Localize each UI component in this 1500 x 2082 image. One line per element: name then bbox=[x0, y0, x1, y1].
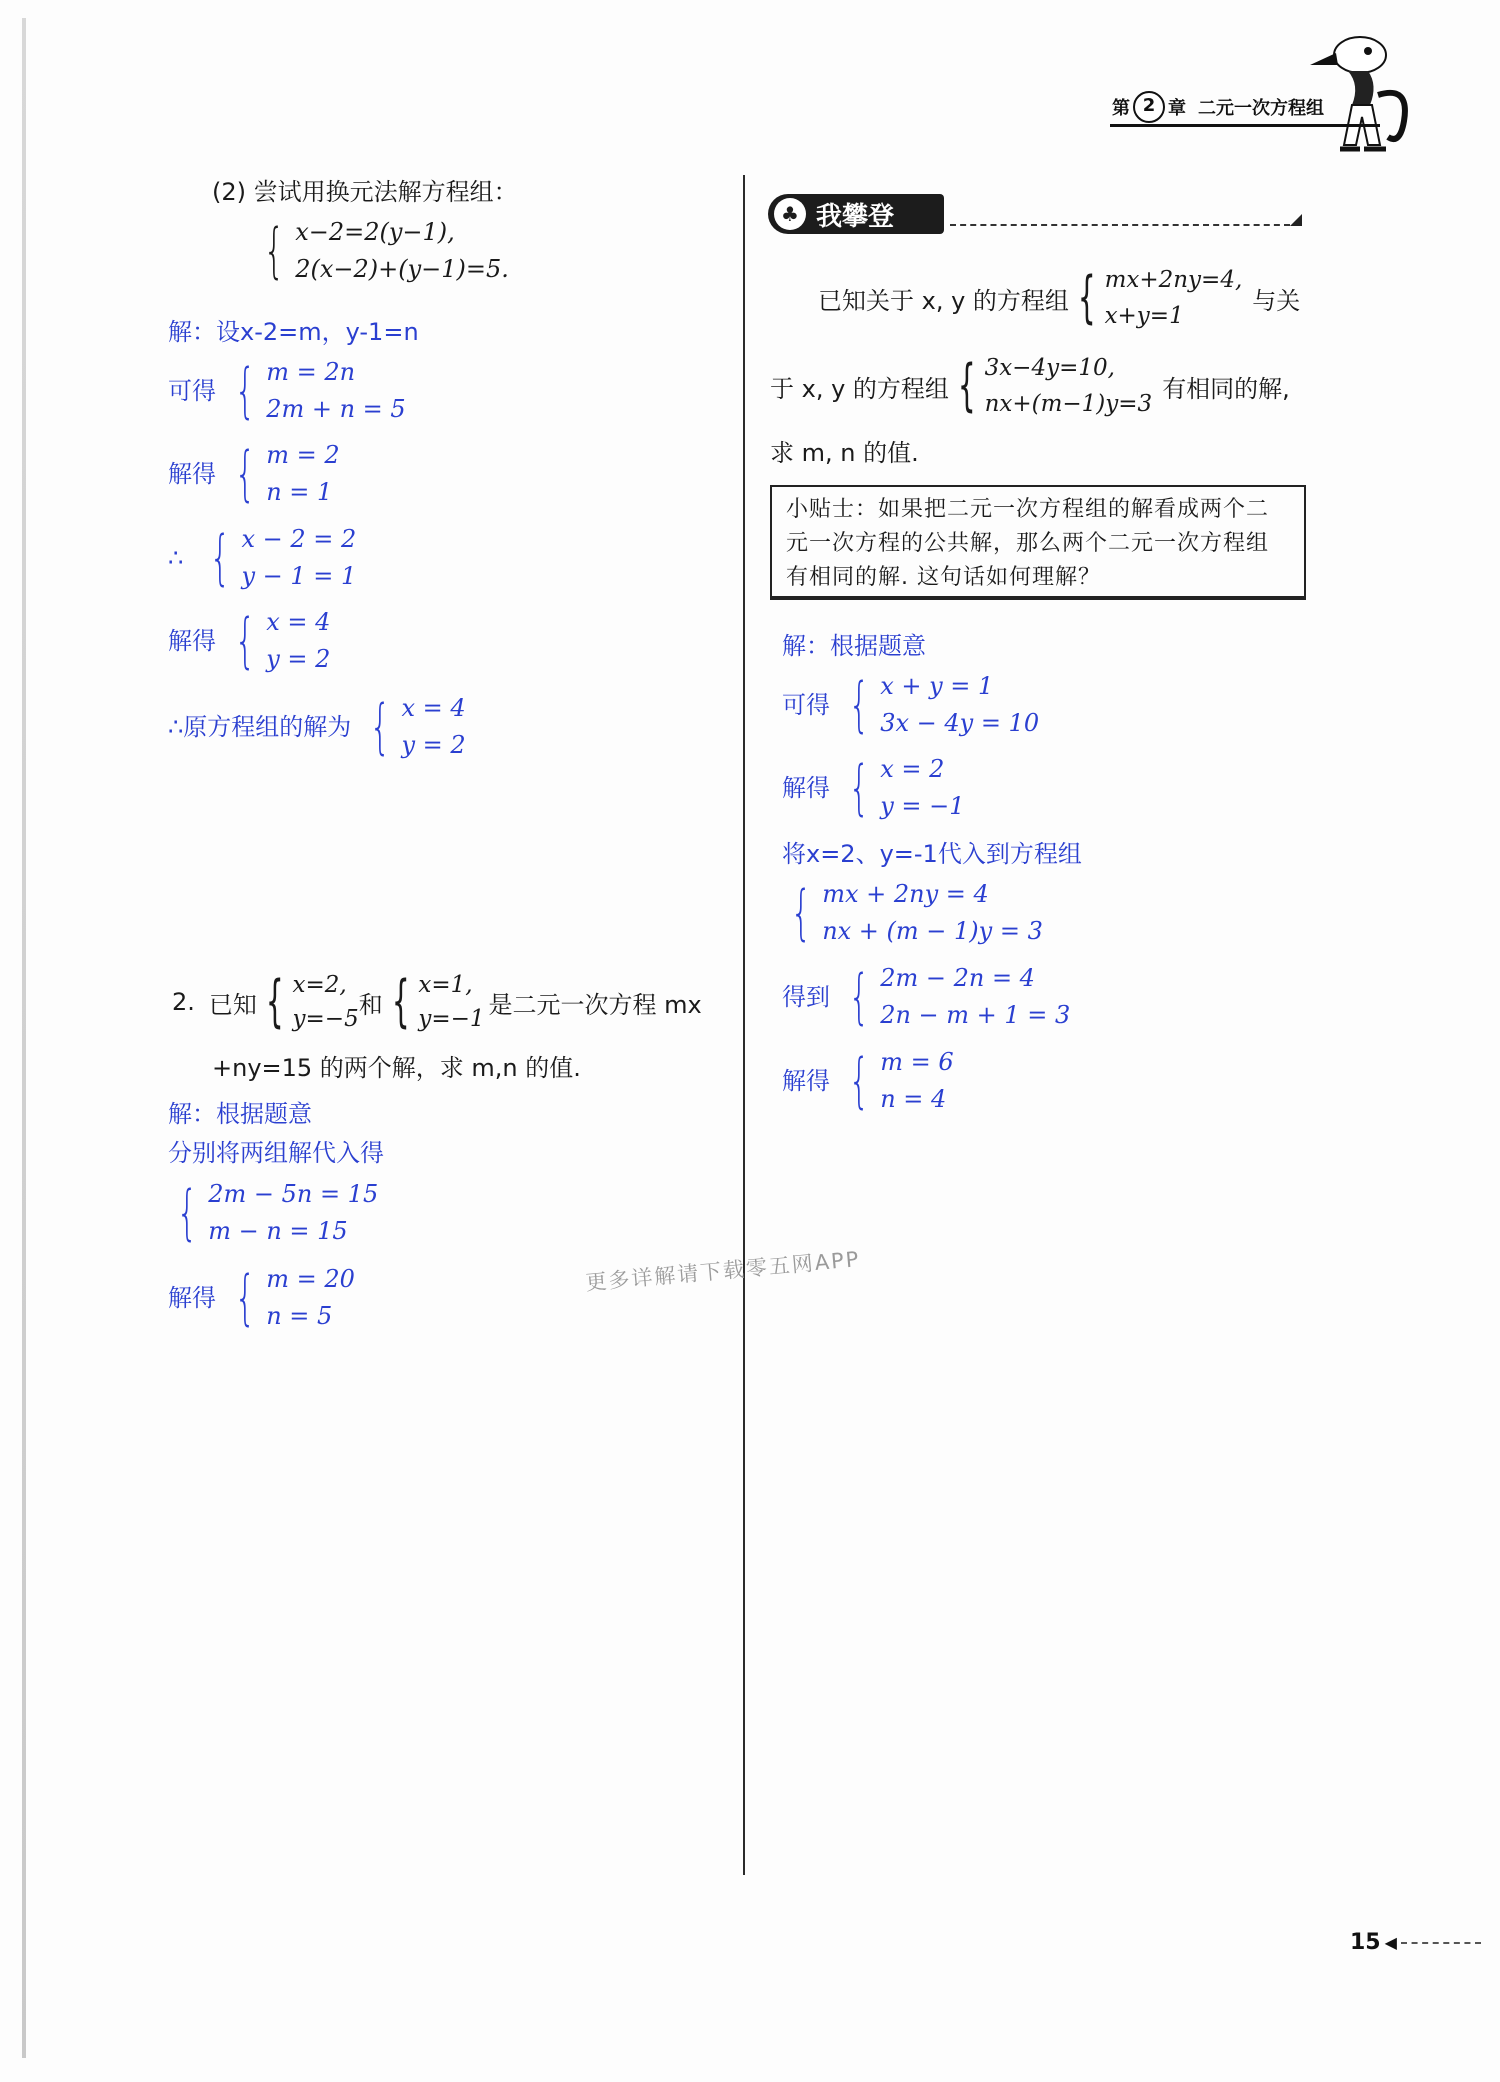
chapter-header bbox=[1112, 93, 1324, 121]
climb-section-badge bbox=[768, 194, 944, 234]
q3-text-e: 求 m, n 的值. bbox=[770, 439, 919, 467]
q2-line2: +ny=15 的两个解，求 m,n 的值. bbox=[212, 1054, 581, 1082]
q2-text-b: 和 bbox=[358, 990, 383, 1019]
step-label: 得到 bbox=[782, 983, 830, 1011]
q2-sys-a bbox=[293, 968, 359, 1036]
brace: { bbox=[848, 1046, 870, 1116]
q1-eq-1: x−2=2(y−1), bbox=[295, 218, 455, 246]
brace: { bbox=[263, 216, 285, 286]
step-label: 解得 bbox=[168, 627, 216, 655]
chapter-prefix: 第 bbox=[1112, 98, 1130, 119]
brace: { bbox=[234, 1263, 256, 1333]
q3-text-d: 有相同的解, bbox=[1162, 374, 1290, 403]
brace: { bbox=[790, 878, 812, 948]
sol3-step3-eq1: mx + 2ny = 4 bbox=[822, 880, 989, 908]
q3-text-b: 与关 bbox=[1252, 286, 1301, 315]
sol3-step5-eq2: n = 4 bbox=[880, 1085, 947, 1113]
brace: { bbox=[234, 356, 256, 426]
sol3-step2-eq2: y = −1 bbox=[880, 792, 965, 820]
sol3-line1: 解：根据题意 bbox=[782, 632, 926, 660]
q2-sys-a-eq2: y=−5 bbox=[292, 1006, 359, 1032]
q2-text-a: 已知 bbox=[208, 990, 257, 1019]
q2-statement bbox=[172, 968, 702, 1036]
sol3-step2-eq1: x = 2 bbox=[880, 755, 945, 783]
arrow-left-icon: ◀ bbox=[1384, 1933, 1397, 1952]
q2-number: 2. bbox=[172, 988, 195, 1016]
therefore-label: ∴ bbox=[168, 544, 184, 572]
brace: { bbox=[369, 692, 391, 762]
column-divider bbox=[743, 175, 745, 1875]
step-label: 可得 bbox=[168, 377, 216, 405]
header-rule bbox=[1110, 124, 1380, 127]
q1-system bbox=[255, 214, 509, 288]
q2-sys-b-eq1: x=1, bbox=[418, 972, 473, 998]
sol1-step2-eq2: n = 1 bbox=[266, 478, 333, 506]
step-label: 可得 bbox=[782, 691, 830, 719]
watermark: 更多详解请下载零五网APP bbox=[584, 1247, 862, 1295]
rule-end-triangle bbox=[1290, 214, 1302, 226]
q3-text-c: 于 x, y 的方程组 bbox=[770, 374, 949, 403]
sol1-step4-eq1: x = 4 bbox=[266, 608, 331, 636]
q2-sys-b bbox=[418, 968, 484, 1036]
sol2-step1 bbox=[168, 1176, 378, 1250]
brace: { bbox=[957, 353, 976, 418]
brace: { bbox=[848, 753, 870, 823]
sol3-step1 bbox=[782, 668, 1039, 742]
brace: { bbox=[391, 969, 410, 1034]
sol2-line2: 分别将两组解代入得 bbox=[168, 1139, 384, 1167]
brace: { bbox=[234, 439, 256, 509]
q2-sys-a-eq1: x=2, bbox=[292, 972, 347, 998]
chapter-title: 二元一次方程组 bbox=[1198, 98, 1324, 119]
badge-dash-rule bbox=[950, 224, 1290, 226]
chapter-suffix: 章 bbox=[1168, 98, 1186, 119]
q3-sys-a-eq2: x+y=1 bbox=[1104, 303, 1184, 329]
sol3-step4-eq2: 2n − m + 1 = 3 bbox=[880, 1001, 1071, 1029]
step-label: 解得 bbox=[168, 460, 216, 488]
sol1-step4-eq2: y = 2 bbox=[266, 645, 331, 673]
brace: { bbox=[209, 523, 231, 593]
q3-sys-b bbox=[985, 350, 1153, 422]
sol1-step3-eq2: y − 1 = 1 bbox=[241, 562, 357, 590]
sol1-step5-eq2: y = 2 bbox=[401, 731, 466, 759]
brace: { bbox=[848, 670, 870, 740]
q3-line2 bbox=[770, 350, 1290, 422]
sol1-step3 bbox=[168, 521, 356, 595]
sol1-step1 bbox=[168, 354, 406, 428]
q3-line1 bbox=[818, 262, 1300, 334]
conclusion-label: ∴原方程组的解为 bbox=[168, 713, 352, 741]
q1-eq-2: 2(x−2)+(y−1)=5. bbox=[295, 255, 509, 283]
sol3-step2 bbox=[782, 751, 965, 825]
sol1-step4 bbox=[168, 604, 330, 678]
q2-sys-b-eq2: y=−1 bbox=[418, 1006, 485, 1032]
brace: { bbox=[848, 962, 870, 1032]
sol3-step3-eq2: nx + (m − 1)y = 3 bbox=[822, 917, 1043, 945]
sol1-step5 bbox=[168, 690, 466, 764]
q3-sys-b-eq1: 3x−4y=10, bbox=[984, 355, 1115, 381]
sol2-step2-eq2: n = 5 bbox=[266, 1302, 333, 1330]
sol2-step1-eq2: m − n = 15 bbox=[208, 1217, 348, 1245]
sol3-step3 bbox=[782, 876, 1043, 950]
sol1-intro: 解：设x-2=m，y-1=n bbox=[168, 318, 419, 346]
chapter-number: 2 bbox=[1133, 91, 1165, 123]
q3-text-a: 已知关于 x, y 的方程组 bbox=[818, 286, 1069, 315]
step-label: 解得 bbox=[168, 1284, 216, 1312]
page-number-footer bbox=[1350, 1930, 1481, 1955]
brace: { bbox=[176, 1178, 198, 1248]
sol2-line1: 解：根据题意 bbox=[168, 1100, 312, 1128]
sol1-step2 bbox=[168, 437, 340, 511]
page-edge bbox=[22, 18, 26, 2058]
q3-sys-a-eq1: mx+2ny=4, bbox=[1104, 267, 1243, 293]
q2-text-c: 是二元一次方程 mx bbox=[488, 990, 702, 1019]
q1-part2-prompt: (2) 尝试用换元法解方程组： bbox=[212, 178, 518, 206]
brace: { bbox=[234, 606, 256, 676]
sol3-line2: 将x=2、y=-1代入到方程组 bbox=[782, 840, 1082, 868]
brace: { bbox=[1077, 265, 1096, 330]
step-label: 解得 bbox=[782, 1067, 830, 1095]
sol1-step5-eq1: x = 4 bbox=[401, 694, 466, 722]
step-label: 解得 bbox=[782, 774, 830, 802]
sol3-step4 bbox=[782, 960, 1070, 1034]
sol1-step1-eq1: m = 2n bbox=[266, 358, 356, 386]
q3-sys-b-eq2: nx+(m−1)y=3 bbox=[984, 391, 1153, 417]
tip-box: 小贴士：如果把二元一次方程组的解看成两个二元一次方程的公共解，那么两个二元一次方程组有相同的解. 这句话如何理解？ bbox=[770, 485, 1306, 600]
page-number: 15 bbox=[1350, 1930, 1381, 1955]
sol1-step3-eq1: x − 2 = 2 bbox=[241, 525, 357, 553]
brace: { bbox=[265, 969, 284, 1034]
sol3-step5-eq1: m = 6 bbox=[880, 1048, 954, 1076]
sol2-step2-eq1: m = 20 bbox=[266, 1265, 355, 1293]
sol2-step1-eq1: 2m − 5n = 15 bbox=[208, 1180, 379, 1208]
sol1-step1-eq2: 2m + n = 5 bbox=[266, 395, 406, 423]
plant-icon: ♣ bbox=[774, 198, 806, 230]
sol3-step5 bbox=[782, 1044, 954, 1118]
badge-label: 我攀登 bbox=[816, 201, 895, 232]
sol3-step1-eq1: x + y = 1 bbox=[880, 672, 994, 700]
q3-sys-a bbox=[1105, 262, 1243, 334]
footer-dash-rule bbox=[1401, 1942, 1481, 1944]
sol1-step2-eq1: m = 2 bbox=[266, 441, 340, 469]
sol2-step2 bbox=[168, 1261, 355, 1335]
sol3-step4-eq1: 2m − 2n = 4 bbox=[880, 964, 1035, 992]
sol3-step1-eq2: 3x − 4y = 10 bbox=[880, 709, 1040, 737]
